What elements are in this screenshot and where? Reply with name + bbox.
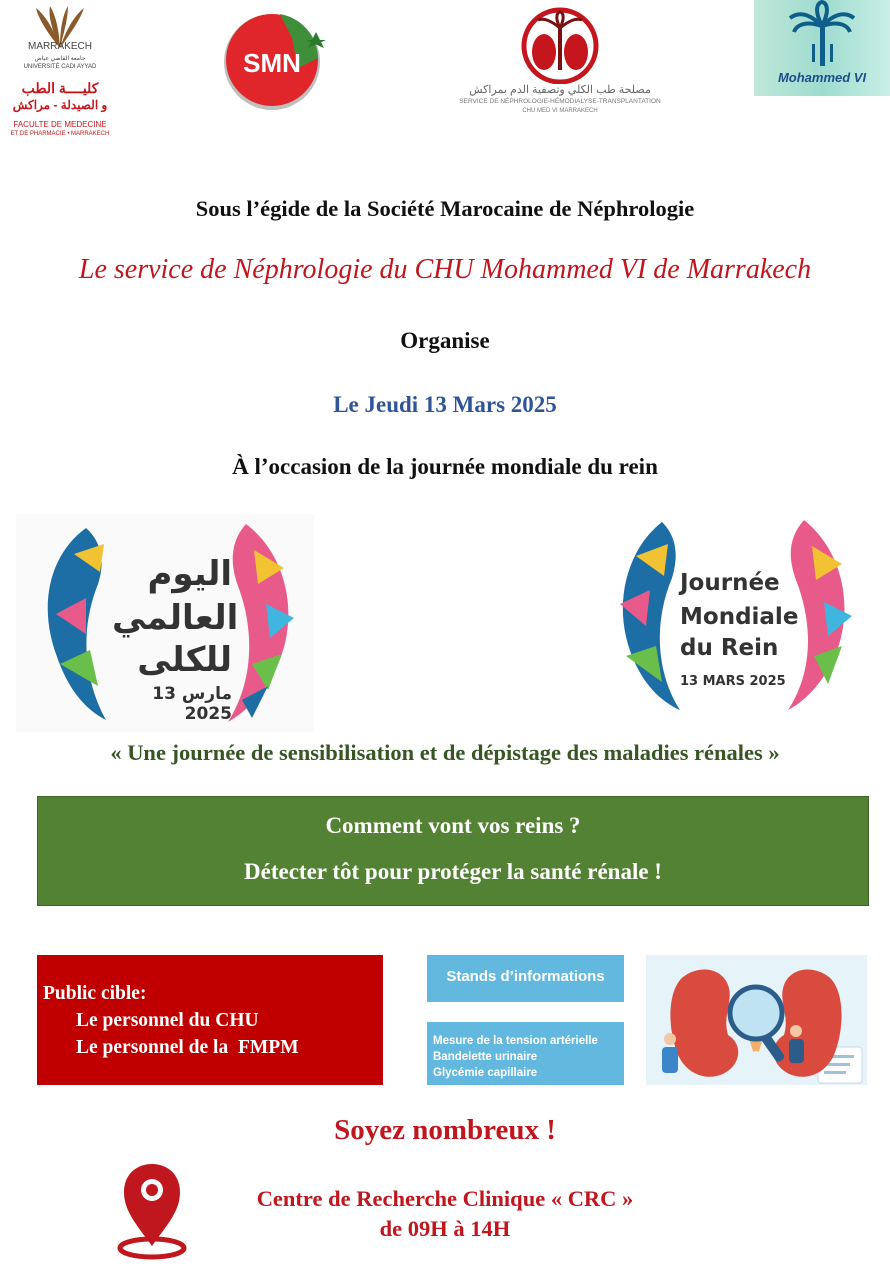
chu-logo-text: Mohammed VI	[777, 70, 867, 85]
wkd-arabic-logo	[16, 514, 314, 732]
venue: Centre de Recherche Clinique « CRC »	[256, 1186, 634, 1211]
event-date: Le Jeudi 13 Mars 2025	[333, 392, 557, 417]
smn-logo	[220, 8, 332, 112]
stand-item: Mesure de la tension artérielle	[433, 1035, 598, 1047]
kidney-palm-icon	[440, 6, 680, 84]
wkd-arabic-line-1: اليوم	[147, 554, 232, 594]
fmpm-arabic-2: و الصيدلة - مراكش	[12, 98, 108, 112]
fmpm-university-fr: UNIVERSITÉ CADI AYYAD	[23, 64, 97, 70]
wkd-arabic-date: 13 مارس 2025	[152, 684, 232, 724]
service-line1: SERVICE DE NÉPHROLOGIE-HÉMODIALYSE-TRANSPLANTATION	[459, 98, 661, 105]
stands-title: Stands d’informations	[427, 955, 624, 1002]
service-arabic: مصلحة طب الكلي وتصفية الدم بمراكش	[469, 84, 651, 96]
stands-list	[427, 1022, 624, 1085]
kidney-illustration	[646, 955, 867, 1085]
question-line-2: Détecter tôt pour protéger la santé rénale !	[244, 859, 662, 884]
call-to-action: Soyez nombreux !	[334, 1114, 556, 1146]
target-audience-box	[37, 955, 383, 1085]
target-audience-item: Le personnel du CHU	[76, 1010, 259, 1031]
wkd-arabic-line-3: للكلى	[137, 640, 232, 680]
target-audience-item: Le personnel de la FMPM	[76, 1037, 299, 1058]
egide-text: Sous l’égide de la Société Marocaine de Néphrologie	[195, 196, 695, 221]
fmpm-university: جامعة القاضي عياض	[34, 56, 86, 62]
wkd-french-line-2: Mondiale	[680, 604, 799, 630]
service-line2: CHU MED VI MARRAKECH	[522, 108, 598, 114]
target-audience-title: Public cible:	[43, 983, 147, 1004]
wkd-arabic-line-2: العالمي	[112, 598, 239, 638]
fmpm-french-1: FACULTE DE MEDECINE	[13, 120, 107, 129]
wkd-french-logo	[606, 516, 862, 712]
stand-item: Glycémie capillaire	[433, 1067, 538, 1079]
stand-item: Bandelette urinaire	[433, 1051, 538, 1063]
service-logo	[440, 6, 680, 118]
tagline: « Une journée de sensibilisation et de dépistage des maladies rénales »	[110, 740, 780, 765]
wkd-french-line-1: Journée	[680, 570, 780, 596]
question-box	[37, 796, 869, 906]
organise-text: Organise	[400, 328, 490, 353]
fmpm-logo	[8, 4, 112, 138]
palm-icon	[754, 0, 890, 70]
wkd-french-line-3: du Rein	[680, 635, 779, 661]
event-hours: de 09H à 14H	[379, 1216, 511, 1241]
service-title: Le service de Néphrologie du CHU Mohammed VI de Marrakech	[78, 254, 812, 285]
fmpm-french-2: ET DE PHARMACIE • MARRAKECH	[10, 131, 110, 137]
occasion-text: À l’occasion de la journée mondiale du rein	[232, 454, 658, 479]
smn-text: SMN	[243, 48, 301, 78]
fmpm-arabic-1: كليــــة الطب	[21, 80, 99, 96]
wkd-french-date: 13 MARS 2025	[680, 674, 786, 689]
chu-logo	[754, 0, 890, 96]
question-line-1: Comment vont vos reins ?	[325, 813, 581, 838]
fmpm-name: MARRAKECH	[28, 41, 92, 52]
